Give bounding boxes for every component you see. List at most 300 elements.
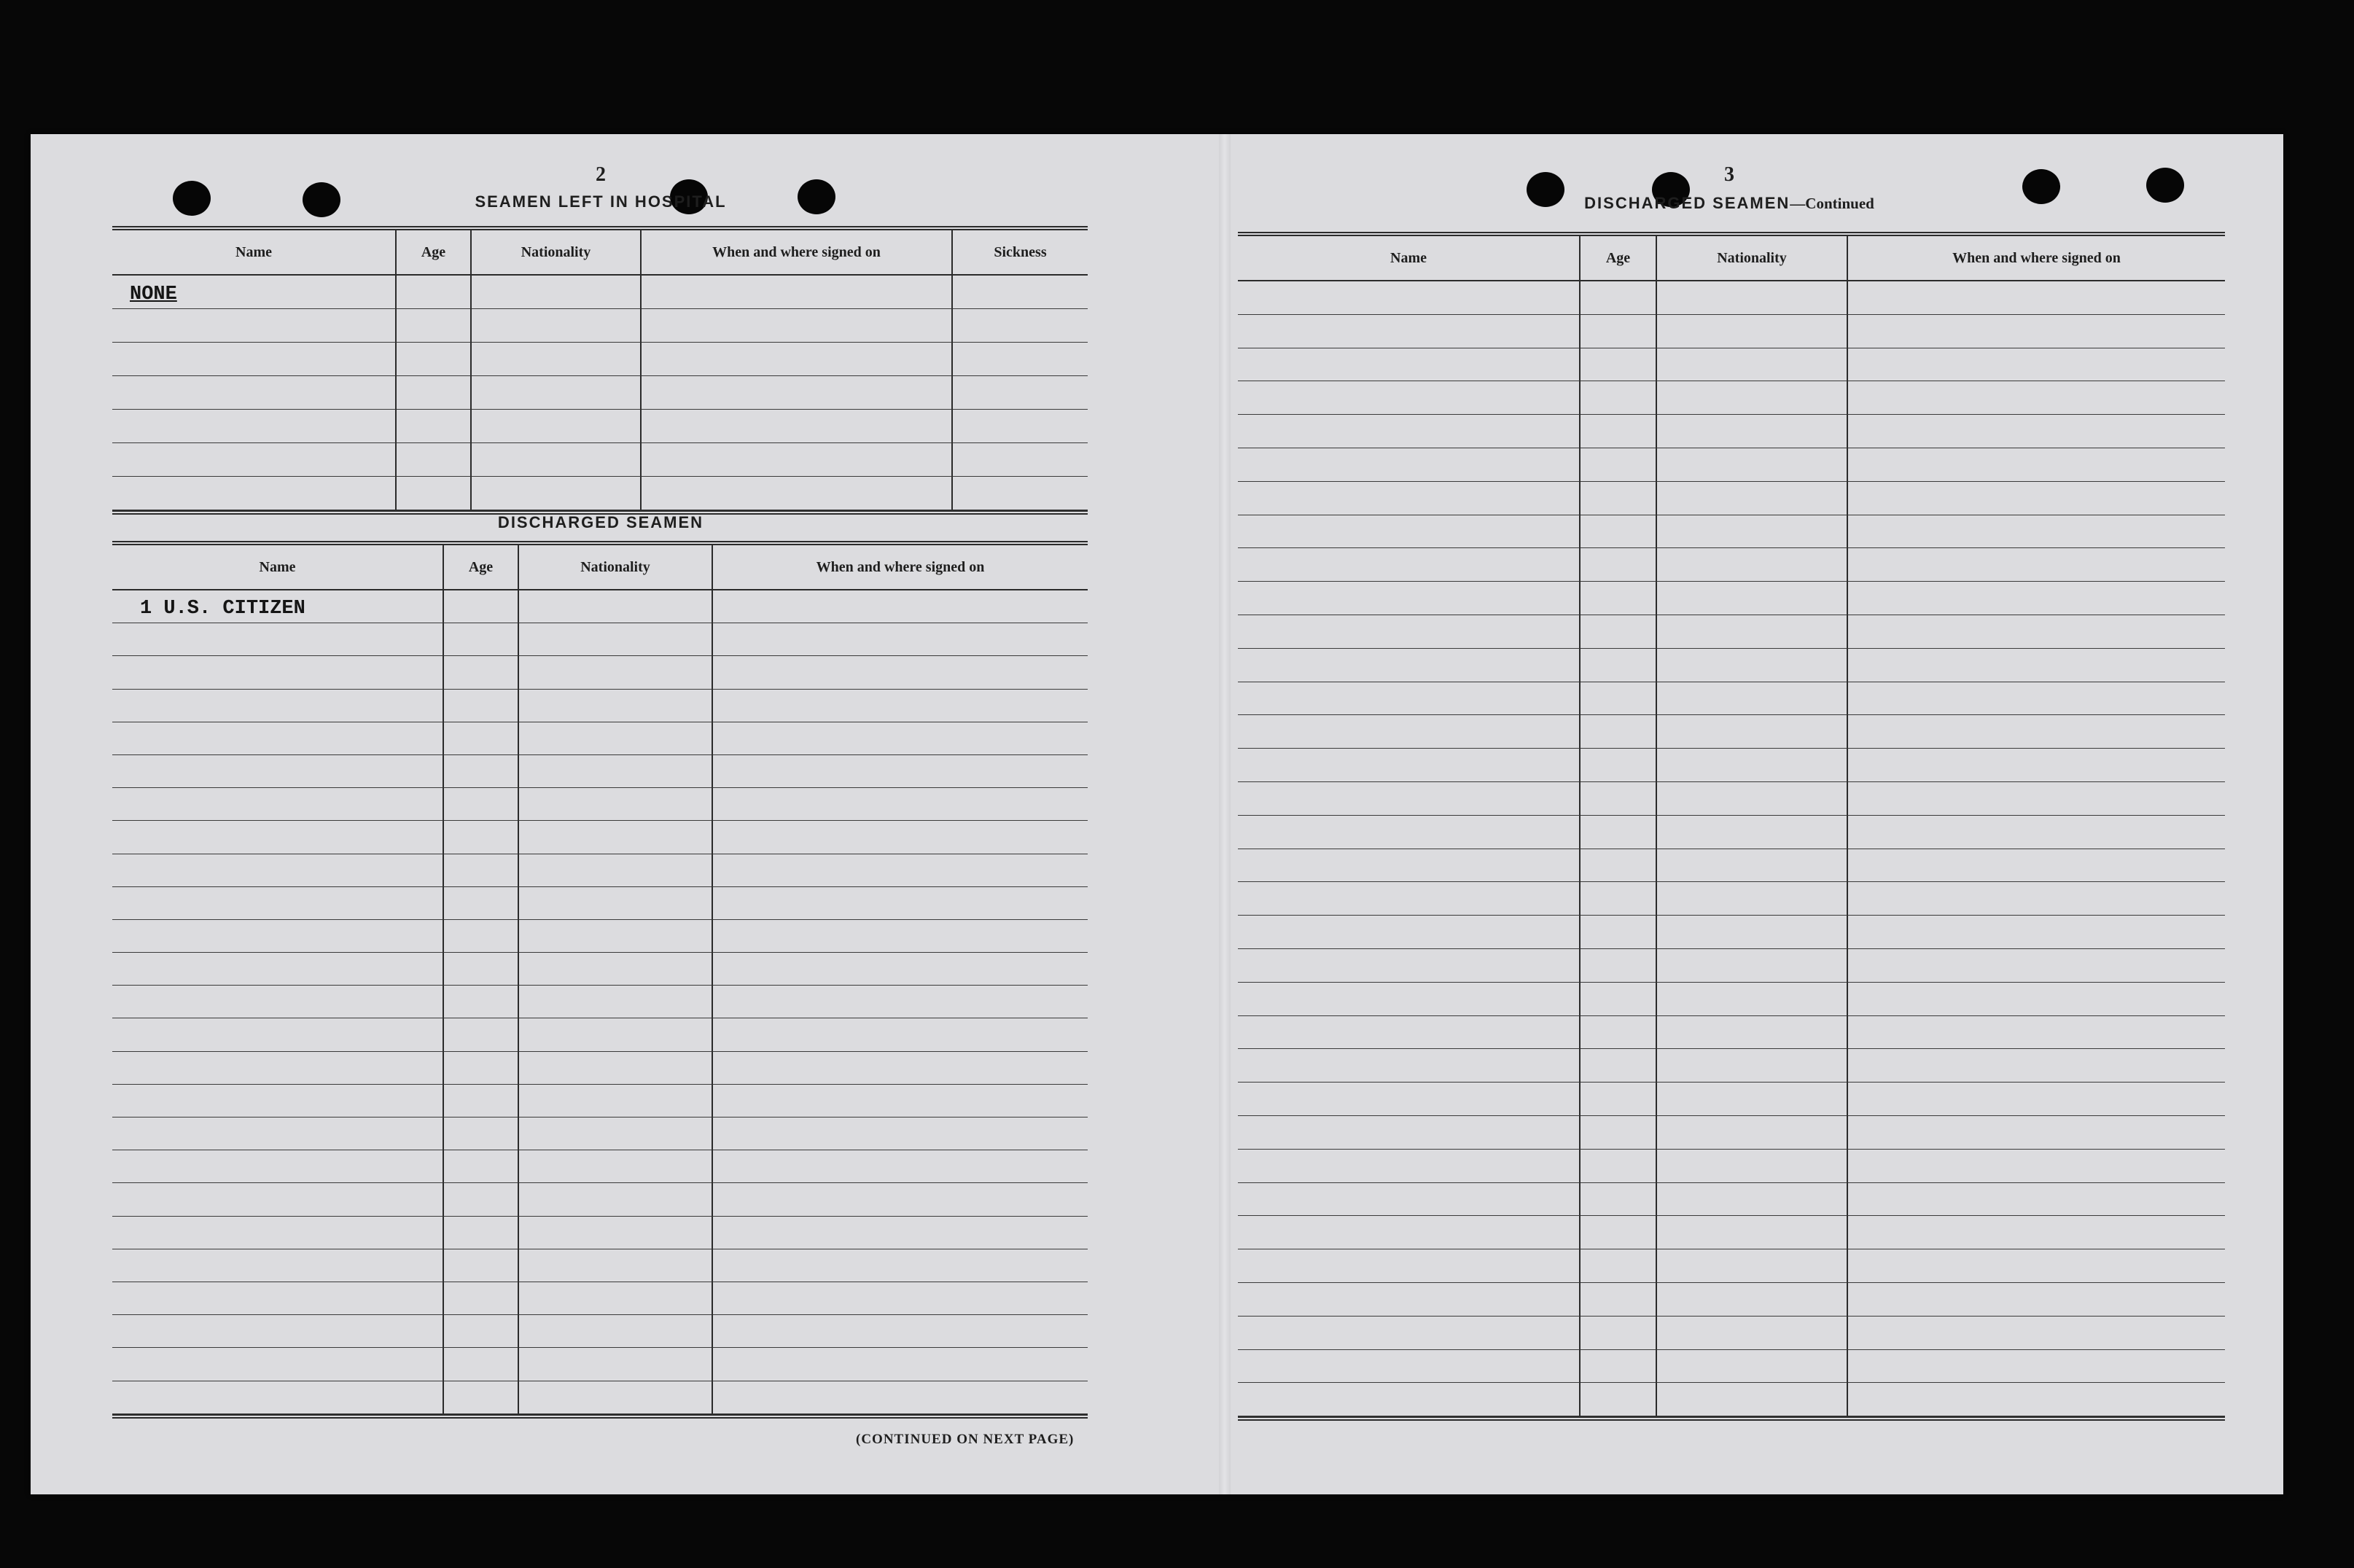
discharged-continued-cell bbox=[1657, 1216, 1848, 1249]
hospital-header-nationality: Nationality bbox=[472, 230, 642, 276]
punch-hole bbox=[1527, 172, 1564, 207]
discharged-continued-cell bbox=[1238, 1016, 1581, 1050]
discharged-cell bbox=[444, 690, 519, 722]
discharged-continued-cell bbox=[1848, 515, 2225, 549]
discharged-continued-cell bbox=[1848, 715, 2225, 749]
discharged-continued-header-age: Age bbox=[1581, 236, 1657, 281]
discharged-header-nationality: Nationality bbox=[519, 545, 713, 590]
discharged-continued-cell bbox=[1581, 1249, 1657, 1283]
discharged-continued-cell bbox=[1581, 1049, 1657, 1083]
hospital-cell bbox=[472, 443, 642, 477]
discharged-continued-cell bbox=[1657, 281, 1848, 315]
discharged-cell bbox=[112, 986, 444, 1018]
discharged-header-age: Age bbox=[444, 545, 519, 590]
hospital-cell bbox=[397, 309, 472, 343]
discharged-cell bbox=[444, 656, 519, 689]
discharged-continued-cell bbox=[1238, 816, 1581, 849]
discharged-continued-cell bbox=[1848, 849, 2225, 883]
discharged-cell bbox=[444, 953, 519, 986]
discharged-cell bbox=[444, 1217, 519, 1249]
discharged-continued-cell bbox=[1657, 1116, 1848, 1150]
discharged-cell bbox=[519, 690, 713, 722]
hospital-cell bbox=[642, 410, 953, 443]
document-sheet bbox=[31, 134, 2283, 1494]
discharged-continued-cell bbox=[1848, 1317, 2225, 1350]
discharged-continued-cell bbox=[1581, 715, 1657, 749]
discharged-cell bbox=[444, 1282, 519, 1315]
discharged-cell bbox=[112, 1085, 444, 1118]
discharged-continued-cell bbox=[1657, 1383, 1848, 1416]
continued-suffix: —Continued bbox=[1790, 195, 1874, 212]
discharged-continued-cell bbox=[1848, 1183, 2225, 1217]
hospital-cell bbox=[472, 309, 642, 343]
discharged-cell bbox=[713, 1249, 1088, 1282]
discharged-header-when-and-where-signed-on: When and where signed on bbox=[713, 545, 1088, 590]
discharged-cell bbox=[112, 1348, 444, 1381]
discharged-cell bbox=[713, 854, 1088, 887]
discharged-continued-cell bbox=[1657, 882, 1848, 916]
discharged-continued-cell bbox=[1848, 1216, 2225, 1249]
discharged-continued-cell bbox=[1657, 949, 1848, 983]
hospital-cell bbox=[112, 477, 397, 510]
discharged-cell bbox=[519, 1018, 713, 1051]
discharged-continued-cell bbox=[1848, 582, 2225, 615]
discharged-continued-cell bbox=[1581, 482, 1657, 515]
discharged-continued-cell bbox=[1848, 916, 2225, 949]
discharged-cell bbox=[444, 1381, 519, 1414]
discharged-continued-cell bbox=[1238, 749, 1581, 782]
discharged-continued-header-when-and-where-signed-on: When and where signed on bbox=[1848, 236, 2225, 281]
hospital-cell bbox=[642, 343, 953, 376]
discharged-cell bbox=[112, 1052, 444, 1085]
discharged-continued-cell bbox=[1238, 482, 1581, 515]
discharged-continued-cell bbox=[1581, 916, 1657, 949]
hospital-cell bbox=[953, 276, 1088, 309]
discharged-continued-cell bbox=[1657, 682, 1848, 716]
discharged-cell bbox=[112, 1150, 444, 1183]
discharged-cell bbox=[112, 1315, 444, 1348]
discharged-continued-cell bbox=[1238, 348, 1581, 382]
discharged-continued-cell bbox=[1848, 1283, 2225, 1317]
discharged-continued-cell bbox=[1657, 515, 1848, 549]
discharged-continued-cell bbox=[1238, 949, 1581, 983]
discharged-continued-cell bbox=[1238, 1116, 1581, 1150]
discharged-cell bbox=[713, 590, 1088, 623]
discharged-continued-cell bbox=[1238, 1350, 1581, 1384]
discharged-cell bbox=[444, 788, 519, 821]
discharged-cell bbox=[713, 1150, 1088, 1183]
hospital-cell bbox=[472, 343, 642, 376]
hospital-header-age: Age bbox=[397, 230, 472, 276]
discharged-cell bbox=[444, 755, 519, 788]
discharged-continued-cell bbox=[1238, 315, 1581, 348]
discharged-header-name: Name bbox=[112, 545, 444, 590]
hospital-cell bbox=[472, 276, 642, 309]
discharged-continued-cell bbox=[1581, 1116, 1657, 1150]
hospital-cell bbox=[953, 477, 1088, 510]
discharged-cell bbox=[444, 1348, 519, 1381]
discharged-continued-cell bbox=[1581, 548, 1657, 582]
discharged-continued-cell bbox=[1238, 615, 1581, 649]
discharged-cell bbox=[713, 1282, 1088, 1315]
discharged-continued-cell bbox=[1657, 849, 1848, 883]
discharged-continued-cell bbox=[1657, 1283, 1848, 1317]
discharged-continued-cell bbox=[1657, 1016, 1848, 1050]
discharged-continued-cell bbox=[1581, 615, 1657, 649]
hospital-table bbox=[112, 226, 1088, 515]
discharged-cell bbox=[519, 623, 713, 656]
discharged-continued-cell bbox=[1657, 1350, 1848, 1384]
hospital-cell bbox=[642, 477, 953, 510]
hospital-cell bbox=[642, 309, 953, 343]
discharged-continued-cell bbox=[1657, 1049, 1848, 1083]
discharged-cell bbox=[112, 854, 444, 887]
discharged-continued-cell bbox=[1848, 1350, 2225, 1384]
discharged-continued-cell bbox=[1238, 916, 1581, 949]
discharged-cell bbox=[444, 986, 519, 1018]
hospital-cell bbox=[397, 276, 472, 309]
discharged-continued-cell bbox=[1238, 983, 1581, 1016]
discharged-continued-cell bbox=[1581, 1183, 1657, 1217]
discharged-cell bbox=[519, 986, 713, 1018]
discharged-continued-cell bbox=[1581, 816, 1657, 849]
discharged-continued-cell bbox=[1848, 1083, 2225, 1116]
discharged-continued-cell bbox=[1238, 548, 1581, 582]
discharged-continued-cell bbox=[1848, 1049, 2225, 1083]
discharged-cell bbox=[112, 887, 444, 920]
discharged-cell bbox=[112, 656, 444, 689]
discharged-cell bbox=[444, 1018, 519, 1051]
discharged-continued-cell bbox=[1657, 348, 1848, 382]
discharged-cell bbox=[444, 920, 519, 953]
discharged-continued-cell bbox=[1581, 1016, 1657, 1050]
discharged-cell bbox=[519, 1381, 713, 1414]
discharged-continued-cell bbox=[1581, 849, 1657, 883]
discharged-continued-cell bbox=[1848, 1383, 2225, 1416]
discharged-cell bbox=[713, 1217, 1088, 1249]
hospital-cell bbox=[472, 477, 642, 510]
discharged-continued-cell bbox=[1238, 782, 1581, 816]
continued-note: (CONTINUED ON NEXT PAGE) bbox=[856, 1432, 1075, 1447]
discharged-continued-cell bbox=[1848, 816, 2225, 849]
discharged-cell bbox=[713, 1381, 1088, 1414]
hospital-cell bbox=[112, 443, 397, 477]
discharged-cell bbox=[112, 1217, 444, 1249]
hospital-cell bbox=[953, 343, 1088, 376]
discharged-continued-cell bbox=[1848, 548, 2225, 582]
discharged-continued-cell bbox=[1581, 1383, 1657, 1416]
discharged-cell bbox=[713, 623, 1088, 656]
discharged-continued-cell bbox=[1238, 1216, 1581, 1249]
discharged-cell bbox=[713, 656, 1088, 689]
discharged-cell bbox=[519, 1249, 713, 1282]
discharged-continued-cell bbox=[1581, 1350, 1657, 1384]
punch-hole bbox=[798, 179, 835, 214]
discharged-continued-cell bbox=[1848, 482, 2225, 515]
discharged-continued-cell bbox=[1657, 548, 1848, 582]
discharged-continued-cell bbox=[1581, 1317, 1657, 1350]
discharged-cell bbox=[112, 755, 444, 788]
discharged-cell bbox=[444, 722, 519, 755]
discharged-continued-cell bbox=[1238, 1283, 1581, 1317]
discharged-continued-header-name: Name bbox=[1238, 236, 1581, 281]
discharged-continued-cell bbox=[1238, 682, 1581, 716]
discharged-cell bbox=[519, 1315, 713, 1348]
discharged-continued-cell bbox=[1581, 448, 1657, 482]
discharged-cell bbox=[112, 690, 444, 722]
discharged-continued-title-main: DISCHARGED SEAMEN bbox=[1584, 194, 1790, 212]
hospital-cell bbox=[953, 410, 1088, 443]
discharged-continued-cell bbox=[1657, 1150, 1848, 1183]
discharged-continued-cell bbox=[1238, 849, 1581, 883]
discharged-continued-cell bbox=[1238, 882, 1581, 916]
discharged-cell bbox=[112, 1183, 444, 1216]
discharged-continued-cell bbox=[1657, 715, 1848, 749]
discharged-continued-cell bbox=[1581, 381, 1657, 415]
discharged-cell bbox=[713, 920, 1088, 953]
discharged-continued-cell bbox=[1238, 515, 1581, 549]
page-fold bbox=[1219, 134, 1231, 1494]
discharged-continued-cell bbox=[1581, 1283, 1657, 1317]
discharged-cell bbox=[519, 887, 713, 920]
discharged-continued-cell bbox=[1238, 1150, 1581, 1183]
discharged-cell bbox=[713, 821, 1088, 854]
discharged-cell bbox=[713, 986, 1088, 1018]
discharged-continued-cell bbox=[1581, 749, 1657, 782]
discharged-continued-cell bbox=[1848, 1249, 2225, 1283]
discharged-cell bbox=[112, 1018, 444, 1051]
discharged-continued-cell bbox=[1238, 1249, 1581, 1283]
discharged-cell bbox=[519, 755, 713, 788]
discharged-cell bbox=[519, 1052, 713, 1085]
discharged-cell bbox=[713, 722, 1088, 755]
discharged-continued-cell bbox=[1238, 1183, 1581, 1217]
discharged-continued-cell bbox=[1581, 281, 1657, 315]
discharged-continued-cell bbox=[1657, 1317, 1848, 1350]
hospital-cell bbox=[472, 376, 642, 410]
discharged-cell bbox=[444, 1183, 519, 1216]
discharged-cell bbox=[519, 1282, 713, 1315]
discharged-cell bbox=[444, 1249, 519, 1282]
discharged-cell bbox=[713, 1018, 1088, 1051]
punch-hole bbox=[303, 182, 340, 217]
hospital-cell bbox=[397, 343, 472, 376]
discharged-continued-cell bbox=[1657, 749, 1848, 782]
discharged-continued-cell bbox=[1848, 949, 2225, 983]
discharged-cell bbox=[112, 623, 444, 656]
hospital-cell bbox=[953, 309, 1088, 343]
hospital-header-name: Name bbox=[112, 230, 397, 276]
discharged-cell bbox=[713, 1118, 1088, 1150]
discharged-cell bbox=[519, 1348, 713, 1381]
discharged-continued-cell bbox=[1657, 1183, 1848, 1217]
discharged-cell bbox=[112, 788, 444, 821]
page-number-right: 3 bbox=[1724, 163, 1734, 186]
discharged-cell bbox=[713, 953, 1088, 986]
discharged-continued-cell bbox=[1238, 381, 1581, 415]
discharged-cell bbox=[112, 722, 444, 755]
hospital-cell bbox=[112, 309, 397, 343]
discharged-continued-cell bbox=[1657, 916, 1848, 949]
discharged-cell bbox=[519, 590, 713, 623]
hospital-header-sickness: Sickness bbox=[953, 230, 1088, 276]
discharged-continued-cell bbox=[1657, 448, 1848, 482]
discharged-continued-cell bbox=[1848, 983, 2225, 1016]
discharged-cell bbox=[444, 887, 519, 920]
discharged-cell bbox=[112, 920, 444, 953]
hospital-cell bbox=[472, 410, 642, 443]
discharged-cell bbox=[112, 953, 444, 986]
hospital-cell bbox=[112, 410, 397, 443]
discharged-continued-cell bbox=[1848, 682, 2225, 716]
discharged-continued-header-nationality: Nationality bbox=[1657, 236, 1848, 281]
discharged-continued-cell bbox=[1581, 582, 1657, 615]
discharged-cell bbox=[713, 788, 1088, 821]
discharged-cell bbox=[519, 1118, 713, 1150]
discharged-cell bbox=[713, 1085, 1088, 1118]
discharged-continued-cell bbox=[1657, 816, 1848, 849]
discharged-continued-cell bbox=[1848, 882, 2225, 916]
discharged-continued-cell bbox=[1238, 1049, 1581, 1083]
discharged-cell bbox=[519, 1085, 713, 1118]
discharged-continued-cell bbox=[1581, 348, 1657, 382]
discharged-continued-cell bbox=[1581, 415, 1657, 448]
punch-hole bbox=[2022, 169, 2060, 204]
hospital-cell: NONE bbox=[112, 276, 397, 309]
discharged-cell: 1 U.S. CITIZEN bbox=[112, 590, 444, 623]
discharged-cell bbox=[444, 1315, 519, 1348]
discharged-cell bbox=[713, 1348, 1088, 1381]
discharged-continued-cell bbox=[1581, 1083, 1657, 1116]
discharged-continued-cell bbox=[1657, 315, 1848, 348]
discharged-continued-table bbox=[1238, 232, 2225, 1421]
discharged-continued-cell bbox=[1238, 448, 1581, 482]
discharged-continued-cell bbox=[1238, 415, 1581, 448]
discharged-cell bbox=[713, 1052, 1088, 1085]
discharged-cell bbox=[444, 1052, 519, 1085]
discharged-cell bbox=[519, 656, 713, 689]
discharged-cell bbox=[444, 623, 519, 656]
discharged-cell bbox=[112, 1381, 444, 1414]
discharged-continued-cell bbox=[1848, 1150, 2225, 1183]
discharged-cell bbox=[519, 821, 713, 854]
discharged-continued-cell bbox=[1581, 983, 1657, 1016]
discharged-cell bbox=[519, 722, 713, 755]
discharged-continued-cell bbox=[1238, 582, 1581, 615]
discharged-continued-cell bbox=[1848, 281, 2225, 315]
discharged-cell bbox=[444, 821, 519, 854]
discharged-continued-cell bbox=[1581, 1150, 1657, 1183]
discharged-continued-cell bbox=[1657, 415, 1848, 448]
discharged-continued-cell bbox=[1657, 983, 1848, 1016]
discharged-continued-cell bbox=[1238, 649, 1581, 682]
punch-hole bbox=[2146, 168, 2184, 203]
hospital-cell bbox=[642, 443, 953, 477]
discharged-cell bbox=[713, 690, 1088, 722]
discharged-section-title: DISCHARGED SEAMEN bbox=[497, 513, 704, 531]
discharged-cell bbox=[444, 1150, 519, 1183]
discharged-continued-cell bbox=[1581, 882, 1657, 916]
discharged-continued-cell bbox=[1657, 649, 1848, 682]
discharged-cell bbox=[713, 1315, 1088, 1348]
discharged-continued-cell bbox=[1581, 682, 1657, 716]
discharged-continued-cell bbox=[1581, 1216, 1657, 1249]
discharged-cell bbox=[519, 1150, 713, 1183]
discharged-continued-cell bbox=[1848, 415, 2225, 448]
hospital-cell bbox=[953, 443, 1088, 477]
discharged-continued-cell bbox=[1581, 949, 1657, 983]
discharged-cell bbox=[519, 953, 713, 986]
discharged-continued-cell bbox=[1238, 281, 1581, 315]
discharged-continued-cell bbox=[1657, 381, 1848, 415]
discharged-continued-title bbox=[1584, 194, 1874, 213]
hospital-cell bbox=[397, 443, 472, 477]
discharged-continued-cell bbox=[1657, 782, 1848, 816]
discharged-cell bbox=[444, 854, 519, 887]
discharged-cell bbox=[713, 887, 1088, 920]
discharged-continued-cell bbox=[1238, 1317, 1581, 1350]
discharged-continued-cell bbox=[1581, 649, 1657, 682]
hospital-header-when-and-where-signed-on: When and where signed on bbox=[642, 230, 953, 276]
punch-hole bbox=[173, 181, 211, 216]
discharged-continued-cell bbox=[1581, 782, 1657, 816]
discharged-cell bbox=[112, 1118, 444, 1150]
discharged-continued-cell bbox=[1848, 315, 2225, 348]
discharged-continued-cell bbox=[1657, 1249, 1848, 1283]
hospital-cell bbox=[642, 276, 953, 309]
discharged-continued-cell bbox=[1238, 715, 1581, 749]
discharged-continued-cell bbox=[1848, 749, 2225, 782]
discharged-cell bbox=[713, 755, 1088, 788]
discharged-cell bbox=[444, 590, 519, 623]
discharged-continued-cell bbox=[1848, 649, 2225, 682]
discharged-continued-cell bbox=[1848, 448, 2225, 482]
page-number-left: 2 bbox=[596, 163, 606, 186]
discharged-cell bbox=[713, 1183, 1088, 1216]
discharged-table bbox=[112, 541, 1088, 1419]
discharged-continued-cell bbox=[1848, 782, 2225, 816]
discharged-cell bbox=[112, 1282, 444, 1315]
discharged-continued-cell bbox=[1238, 1083, 1581, 1116]
discharged-continued-cell bbox=[1848, 615, 2225, 649]
discharged-continued-cell bbox=[1848, 1016, 2225, 1050]
discharged-continued-cell bbox=[1657, 582, 1848, 615]
hospital-cell bbox=[112, 343, 397, 376]
hospital-cell bbox=[953, 376, 1088, 410]
discharged-continued-cell bbox=[1657, 615, 1848, 649]
hospital-cell bbox=[397, 477, 472, 510]
discharged-cell bbox=[519, 788, 713, 821]
discharged-continued-cell bbox=[1238, 1383, 1581, 1416]
discharged-cell bbox=[444, 1118, 519, 1150]
discharged-continued-cell bbox=[1657, 1083, 1848, 1116]
hospital-section-title: SEAMEN LEFT IN HOSPITAL bbox=[475, 192, 727, 211]
hospital-cell bbox=[642, 376, 953, 410]
discharged-cell bbox=[519, 920, 713, 953]
discharged-continued-cell bbox=[1581, 515, 1657, 549]
discharged-continued-cell bbox=[1581, 315, 1657, 348]
discharged-cell bbox=[519, 854, 713, 887]
discharged-cell bbox=[112, 1249, 444, 1282]
discharged-cell bbox=[519, 1217, 713, 1249]
hospital-cell bbox=[397, 410, 472, 443]
discharged-continued-cell bbox=[1657, 482, 1848, 515]
hospital-cell bbox=[397, 376, 472, 410]
discharged-cell bbox=[112, 821, 444, 854]
discharged-cell bbox=[519, 1183, 713, 1216]
discharged-cell bbox=[444, 1085, 519, 1118]
discharged-continued-cell bbox=[1848, 381, 2225, 415]
